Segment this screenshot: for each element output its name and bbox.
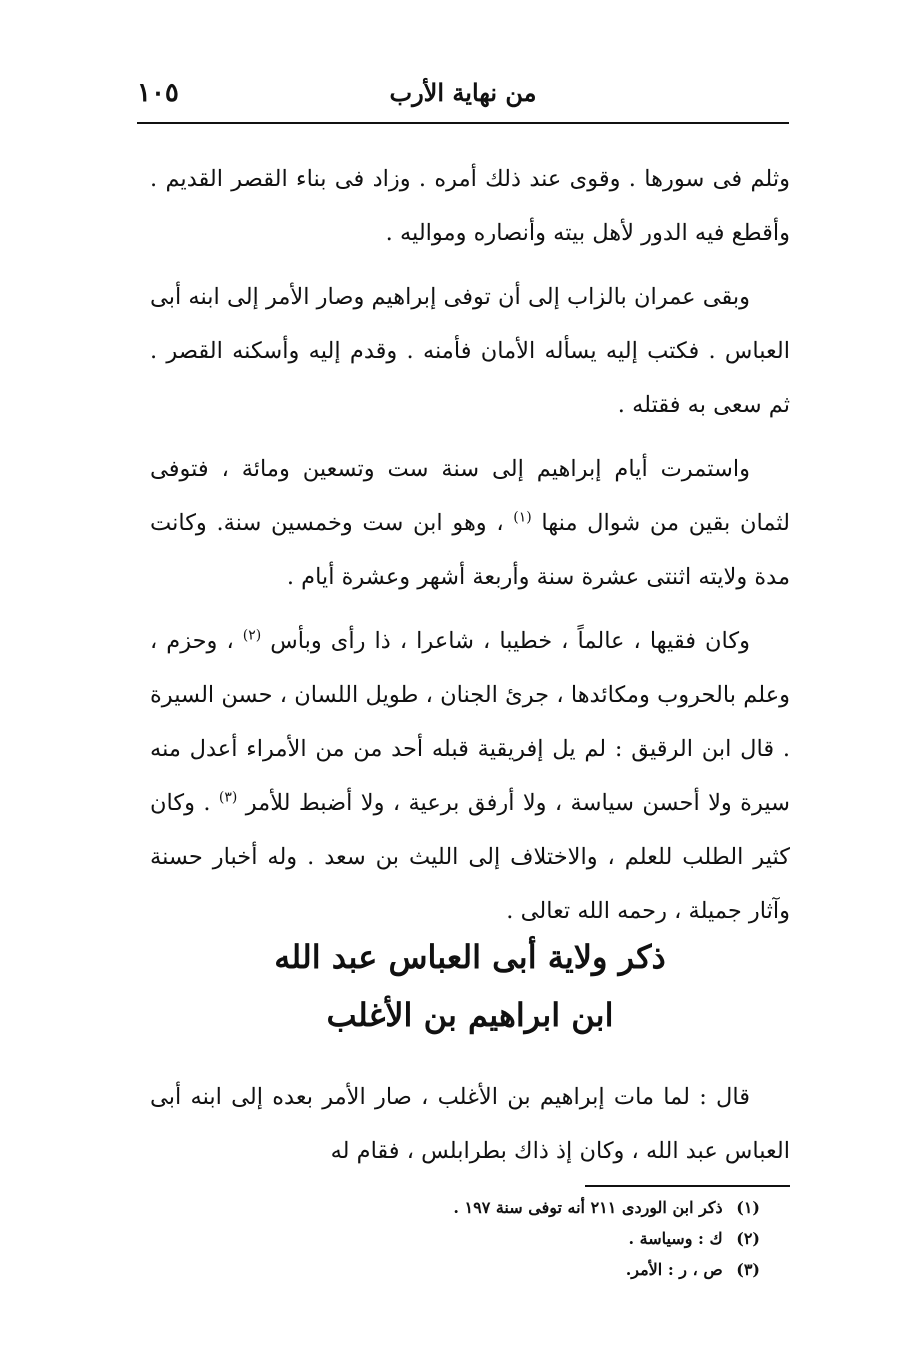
section-heading-line-1: ذكر ولاية أبى العباس عبد الله	[274, 938, 666, 976]
paragraph-4-text-c: . وكان كثير الطلب للعلم ، والاختلاف إلى الليث بن سعد . وله أخبار حسنة وآثار جميلة ، رحمه الله تعالى .	[150, 790, 790, 924]
footnote-1	[300, 1192, 760, 1223]
footnote-ref-1: (١)	[513, 509, 532, 526]
section-paragraph-1: قال : لما مات إبراهيم بن الأغلب ، صار الأمر بعده إلى ابنه أبى العباس عبد الله ، وكان إذ ذاك بطرابلس ، فقام له	[150, 1084, 790, 1164]
footnote-mark: (٣)	[736, 1260, 760, 1279]
paragraph-2: وبقى عمران بالزاب إلى أن توفى إبراهيم وصار الأمر إلى ابنه أبى العباس . فكتب إليه يسأله الأمان فأمنه . وقدم إليه وأسكنه القصر . ثم سعى به فقتله .	[150, 284, 790, 418]
section-text	[150, 1070, 790, 1178]
paragraph-4-text-b: ، وحزم ، وعلم بالحروب ومكائدها ، جرئ الجنان ، طويل اللسان ، حسن السيرة . قال ابن الرقيق : لم يل إفريقية قبله أحد من من الأمراء أعدل منه سيرة ولا أحسن سياسة ، ولا أرفق برعية ، ولا أضبط للأمر	[150, 628, 791, 816]
footnotes	[300, 1192, 760, 1285]
footnote-3	[300, 1254, 760, 1285]
footnote-2	[300, 1223, 760, 1254]
footnote-text: ك : وسياسة .	[628, 1229, 723, 1248]
section-heading	[150, 928, 790, 1044]
paragraph-3-text-b: ، وهو ابن ست وخمسين سنة. وكانت مدة ولايته اثنتى عشرة سنة وأربعة أشهر وعشرة أيام .	[150, 510, 790, 590]
footnote-mark: (٢)	[736, 1229, 760, 1248]
paragraph-1: وثلم فى سورها . وقوى عند ذلك أمره . وزاد فى بناء القصر القديم . وأقطع فيه الدور لأهل بيته وأنصاره ومواليه .	[150, 166, 790, 246]
footnote-rule	[585, 1185, 790, 1187]
header-rule	[137, 122, 789, 124]
footnote-mark: (١)	[736, 1198, 760, 1217]
paragraph-3-text-a: واستمرت أيام إبراهيم إلى سنة ست وتسعين ومائة ، فتوفى لثمان بقين من شوال منها	[150, 456, 790, 536]
section-heading-line-2: ابن ابراهيم بن الأغلب	[326, 996, 614, 1034]
paragraph-4	[150, 614, 790, 938]
running-title: من نهاية الأرب	[389, 78, 537, 107]
footnote-text: ص ، ر : الأمر.	[625, 1260, 723, 1279]
paragraph-3	[150, 442, 790, 604]
paragraph-4-text-a: وكان فقيها ، عالماً ، خطيبا ، شاعرا ، ذا رأى وبأس	[270, 628, 750, 654]
footnote-ref-3: (٣)	[218, 789, 238, 806]
page-header	[137, 74, 789, 118]
page-number: ١٠٥	[137, 78, 179, 108]
footnote-ref-2: (٢)	[242, 627, 262, 644]
main-text	[150, 152, 790, 948]
footnote-text: ذكر ابن الوردى ٢١١ أنه توفى سنة ١٩٧ .	[453, 1198, 723, 1217]
